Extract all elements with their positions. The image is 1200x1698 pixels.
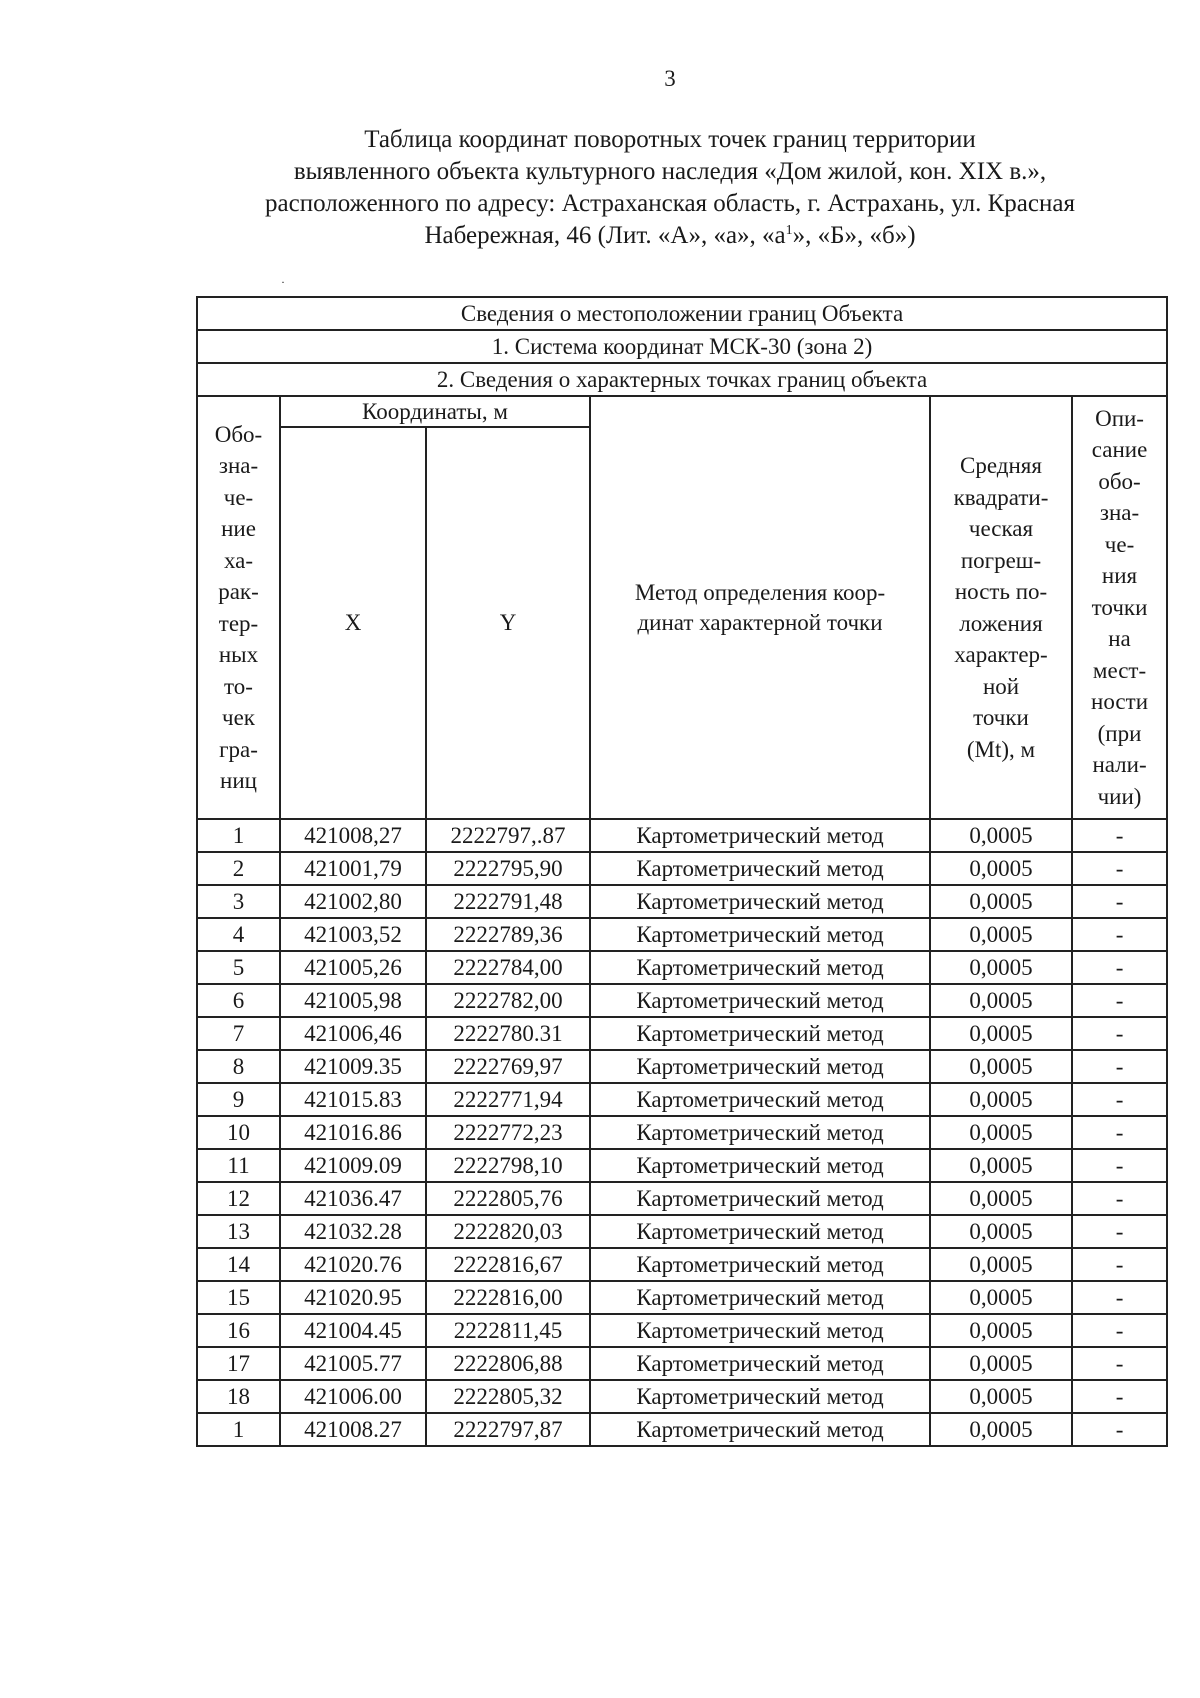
point-number-cell: 8 [197,1050,280,1083]
table-row [197,1380,1167,1413]
method-cell: Картометрический метод [590,1149,930,1182]
table-row [197,951,1167,984]
table-row [197,984,1167,1017]
table-row [197,885,1167,918]
method-cell: Картометрический метод [590,1281,930,1314]
y-coordinate-cell: 2222797,87 [426,1413,590,1446]
point-number-cell: 6 [197,984,280,1017]
point-number-cell: 18 [197,1380,280,1413]
table-row [197,1281,1167,1314]
column-header-coordinates: Координаты, м [280,396,590,427]
section-title: Сведения о местоположении границ Объекта [197,297,1167,330]
point-number-cell: 9 [197,1083,280,1116]
table-row [197,1248,1167,1281]
table-row [197,1347,1167,1380]
method-cell: Картометрический метод [590,852,930,885]
column-header-method: Метод определения коор- динат характерной точки [590,396,930,819]
x-coordinate-cell: 421009.09 [280,1149,426,1182]
description-cell: - [1072,951,1167,984]
table-row [197,1215,1167,1248]
y-coordinate-cell: 2222816,67 [426,1248,590,1281]
method-cell: Картометрический метод [590,1413,930,1446]
method-cell: Картометрический метод [590,1380,930,1413]
y-coordinate-cell: 2222805,32 [426,1380,590,1413]
method-cell: Картометрический метод [590,1017,930,1050]
column-header-y: Y [426,427,590,819]
y-coordinate-cell: 2222772,23 [426,1116,590,1149]
y-coordinate-cell: 2222816,00 [426,1281,590,1314]
x-coordinate-cell: 421036.47 [280,1182,426,1215]
x-coordinate-cell: 421032.28 [280,1215,426,1248]
column-header-description: Опи- сание обо- зна- че- ния точки на мест- ности (при нали- чии) [1072,396,1167,819]
point-number-cell: 16 [197,1314,280,1347]
table-row [197,1116,1167,1149]
coordinates-table [196,296,1168,1447]
y-coordinate-cell: 2222795,90 [426,852,590,885]
y-coordinate-cell: 2222769,97 [426,1050,590,1083]
method-cell: Картометрический метод [590,1182,930,1215]
x-coordinate-cell: 421009.35 [280,1050,426,1083]
description-cell: - [1072,885,1167,918]
x-coordinate-cell: 421001,79 [280,852,426,885]
method-cell: Картометрический метод [590,1314,930,1347]
page-number: 3 [664,66,676,91]
method-cell: Картометрический метод [590,1050,930,1083]
x-coordinate-cell: 421005.77 [280,1347,426,1380]
point-number-cell: 5 [197,951,280,984]
table-row [197,1149,1167,1182]
y-coordinate-cell: 2222806,88 [426,1347,590,1380]
mean-error-cell: 0,0005 [930,918,1072,951]
method-cell: Картометрический метод [590,1248,930,1281]
y-coordinate-cell: 2222805,76 [426,1182,590,1215]
description-cell: - [1072,852,1167,885]
x-coordinate-cell: 421020.95 [280,1281,426,1314]
x-coordinate-cell: 421008,27 [280,819,426,852]
y-coordinate-cell: 2222782,00 [426,984,590,1017]
point-number-cell: 11 [197,1149,280,1182]
x-coordinate-cell: 421006,46 [280,1017,426,1050]
table-row [197,1017,1167,1050]
point-number-cell: 15 [197,1281,280,1314]
description-cell: - [1072,1017,1167,1050]
y-coordinate-cell: 2222784,00 [426,951,590,984]
x-coordinate-cell: 421005,98 [280,984,426,1017]
description-cell: - [1072,918,1167,951]
title-text: Набережная, 46 (Лит. «А», «а», «а [424,222,786,249]
description-cell: - [1072,1413,1167,1446]
description-cell: - [1072,1050,1167,1083]
title-text: », «Б», «б») [792,222,916,249]
description-cell: - [1072,1215,1167,1248]
mean-error-cell: 0,0005 [930,1380,1072,1413]
point-number-cell: 12 [197,1182,280,1215]
x-coordinate-cell: 421006.00 [280,1380,426,1413]
mean-error-cell: 0,0005 [930,1413,1072,1446]
mean-error-cell: 0,0005 [930,1215,1072,1248]
mean-error-cell: 0,0005 [930,1347,1072,1380]
method-cell: Картометрический метод [590,984,930,1017]
x-coordinate-cell: 421003,52 [280,918,426,951]
column-header-designation: Обо- зна- че- ние ха- рак- тер- ных то- чек гра- ниц [197,396,280,819]
table-row [197,1050,1167,1083]
mean-error-cell: 0,0005 [930,1017,1072,1050]
y-coordinate-cell: 2222798,10 [426,1149,590,1182]
mean-error-cell: 0,0005 [930,1281,1072,1314]
table-row [197,1413,1167,1446]
column-header-x: X [280,427,426,819]
description-cell: - [1072,1248,1167,1281]
method-cell: Картометрический метод [590,951,930,984]
point-number-cell: 1 [197,819,280,852]
y-coordinate-cell: 2222820,03 [426,1215,590,1248]
point-number-cell: 13 [197,1215,280,1248]
y-coordinate-cell: 2222797,.87 [426,819,590,852]
description-cell: - [1072,1182,1167,1215]
mean-error-cell: 0,0005 [930,1116,1072,1149]
point-number-cell: 10 [197,1116,280,1149]
method-cell: Картометрический метод [590,1116,930,1149]
x-coordinate-cell: 421004.45 [280,1314,426,1347]
y-coordinate-cell: 2222771,94 [426,1083,590,1116]
y-coordinate-cell: 2222789,36 [426,918,590,951]
table-row [197,918,1167,951]
method-cell: Картометрический метод [590,918,930,951]
y-coordinate-cell: 2222811,45 [426,1314,590,1347]
mean-error-cell: 0,0005 [930,1149,1072,1182]
section-title: 2. Сведения о характерных точках границ объекта [197,363,1167,396]
description-cell: - [1072,1380,1167,1413]
x-coordinate-cell: 421008.27 [280,1413,426,1446]
title-line: расположенного по адресу: Астраханская область, г. Астрахань, ул. Красная [265,190,1075,217]
x-coordinate-cell: 421005,26 [280,951,426,984]
point-number-cell: 4 [197,918,280,951]
description-cell: - [1072,1149,1167,1182]
title-line: выявленного объекта культурного наследия «Дом жилой, кон. XIX в.», [293,158,1047,185]
description-cell: - [1072,1314,1167,1347]
mean-error-cell: 0,0005 [930,1248,1072,1281]
point-number-cell: 14 [197,1248,280,1281]
method-cell: Картометрический метод [590,885,930,918]
method-cell: Картометрический метод [590,1083,930,1116]
method-cell: Картометрический метод [590,819,930,852]
mean-error-cell: 0,0005 [930,1083,1072,1116]
mean-error-cell: 0,0005 [930,984,1072,1017]
title-line: Таблица координат поворотных точек границ территории [364,126,976,153]
mean-error-cell: 0,0005 [930,1050,1072,1083]
y-coordinate-cell: 2222791,48 [426,885,590,918]
section-title: 1. Система координат МСК-30 (зона 2) [197,330,1167,363]
table-row [197,1182,1167,1215]
description-cell: - [1072,1347,1167,1380]
mean-error-cell: 0,0005 [930,1314,1072,1347]
description-cell: - [1072,1116,1167,1149]
table-row [197,819,1167,852]
description-cell: - [1072,984,1167,1017]
table-row [197,852,1167,885]
mean-error-cell: 0,0005 [930,852,1072,885]
method-cell: Картометрический метод [590,1347,930,1380]
description-cell: - [1072,1281,1167,1314]
method-cell: Картометрический метод [590,1215,930,1248]
mean-error-cell: 0,0005 [930,951,1072,984]
mean-error-cell: 0,0005 [930,819,1072,852]
table-row [197,1083,1167,1116]
scan-mark: · [281,275,285,289]
description-cell: - [1072,1083,1167,1116]
document-title [150,124,1190,252]
x-coordinate-cell: 421002,80 [280,885,426,918]
mean-error-cell: 0,0005 [930,1182,1072,1215]
description-cell: - [1072,819,1167,852]
mean-error-cell: 0,0005 [930,885,1072,918]
x-coordinate-cell: 421015.83 [280,1083,426,1116]
point-number-cell: 7 [197,1017,280,1050]
point-number-cell: 1 [197,1413,280,1446]
table-row [197,1314,1167,1347]
x-coordinate-cell: 421016.86 [280,1116,426,1149]
y-coordinate-cell: 2222780.31 [426,1017,590,1050]
superscript: 1 [785,223,793,238]
title-line [150,220,1190,252]
point-number-cell: 3 [197,885,280,918]
point-number-cell: 17 [197,1347,280,1380]
x-coordinate-cell: 421020.76 [280,1248,426,1281]
column-header-mean-error: Средняя квадрати- ческая погреш- ность по- ложения характер- ной точки (Mt), м [930,396,1072,819]
point-number-cell: 2 [197,852,280,885]
